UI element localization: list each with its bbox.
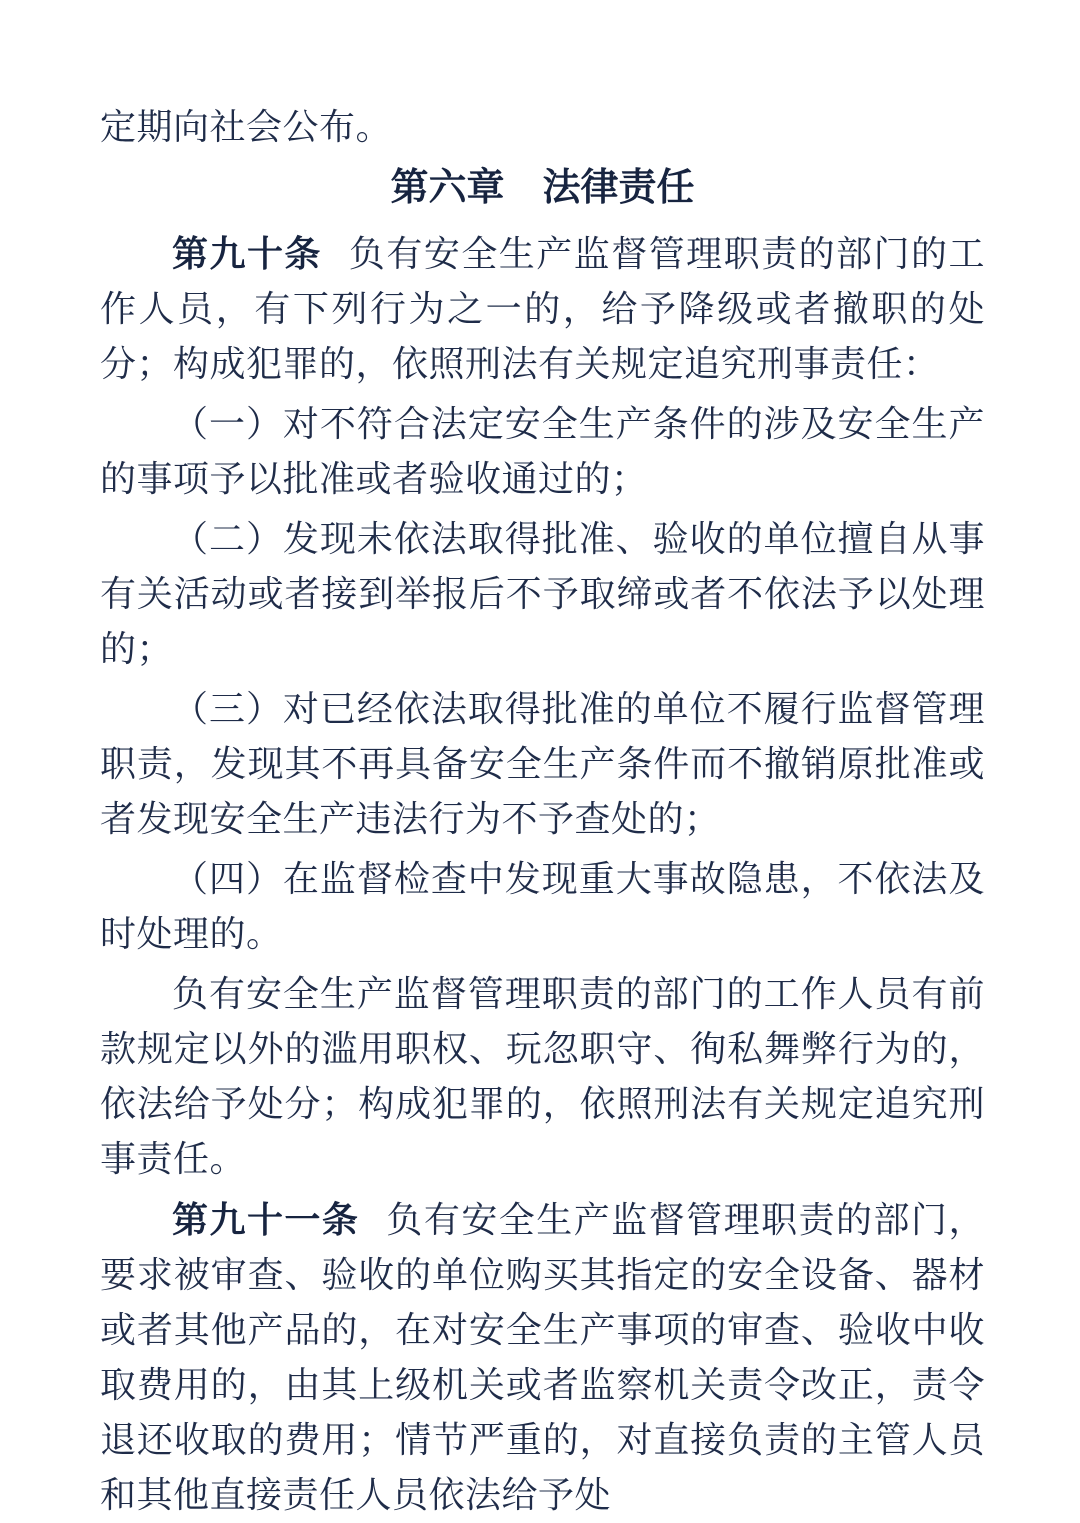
chapter-heading: 第六章 法律责任 (390, 167, 695, 209)
continuation-paragraph (100, 100, 985, 155)
article-90-item-2: （二）发现未依法取得批准、验收的单位擅自从事有关活动或者接到举报后不予取缔或者不依法予以处理的； (100, 519, 985, 669)
article-90-closing-paragraph: 负有安全生产监督管理职责的部门的工作人员有前款规定以外的滥用职权、玩忽职守、徇私舞弊行为的，依法给予处分；构成犯罪的，依照刑法有关规定追究刑事责任。 (100, 974, 985, 1179)
continuation-text: 定期向社会公布。 (100, 107, 393, 147)
article-90-number: 第九十条 (172, 233, 322, 274)
article-90-intro-text: 负有安全生产监督管理职责的部门的工作人员，有下列行为之一的，给予降级或者撤职的处分；构成犯罪的，依照刑法有关规定追究刑事责任： (100, 234, 985, 384)
article-90-item-1: （一）对不符合法定安全生产条件的涉及安全生产的事项予以批准或者验收通过的； (100, 404, 985, 499)
article-91-number: 第九十一条 (172, 1199, 360, 1240)
article-90-item-4: （四）在监督检查中发现重大事故隐患，不依法及时处理的。 (100, 859, 985, 954)
article-91-paragraph (100, 1192, 985, 1523)
article-90-item-3: （三）对已经依法取得批准的单位不履行监督管理职责，发现其不再具备安全生产条件而不撤销原批准或者发现安全生产违法行为不予查处的； (100, 689, 985, 839)
article-91-intro-text: 负有安全生产监督管理职责的部门，要求被审查、验收的单位购买其指定的安全设备、器材或者其他产品的，在对安全生产事项的审查、验收中收取费用的，由其上级机关或者监察机关责令改正，责令退还收取的费用；情节严重的，对直接负责的主管人员和其他直接责任人员依法给予处 (100, 1200, 985, 1515)
article-90-paragraph (100, 226, 985, 392)
